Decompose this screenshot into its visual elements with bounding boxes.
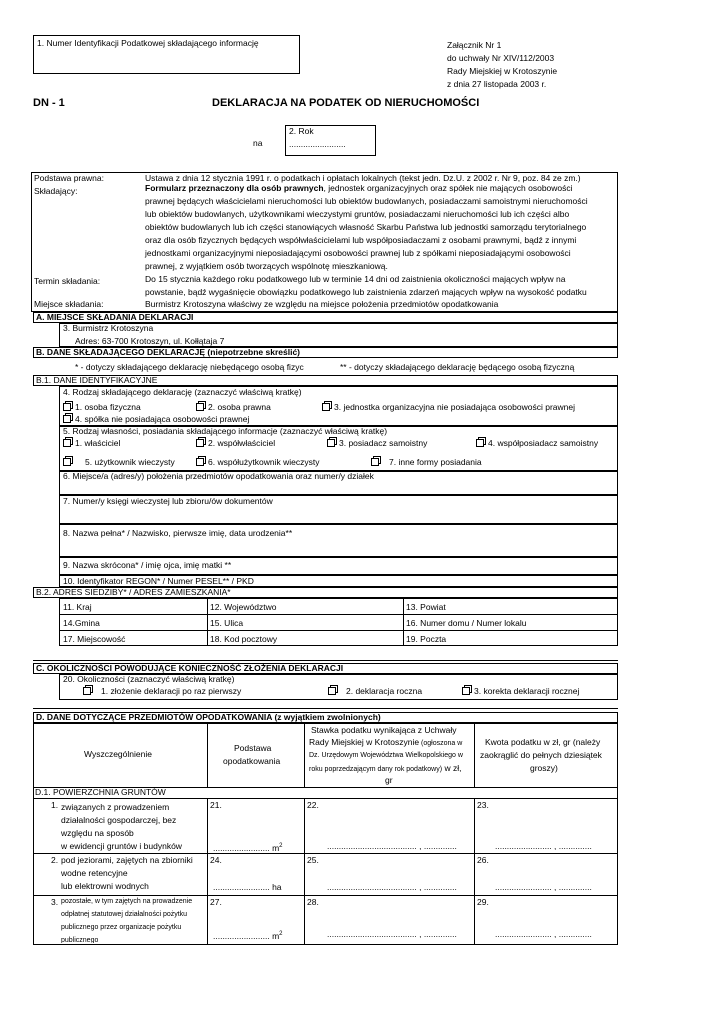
deadline-text-2: powstanie, bądź wygaśnięcie obowiązku podatkowego lub zaistnienia zdarzeń mających wpływ na wysokość podatku	[145, 287, 587, 297]
f5-opt-1-label: 1. właściciel	[75, 438, 121, 448]
checkbox-icon[interactable]	[196, 403, 204, 411]
f5-opt-6[interactable]	[196, 457, 319, 468]
section-b-title: B. DANE SKŁADAJĄCEGO DEKLARACJĘ (niepotrzebne skreślić)	[33, 347, 618, 358]
row2-amount-num: 26.	[477, 855, 489, 865]
field-9-label: 9. Nazwa skrócona* / imię ojca, imię matki **	[63, 560, 232, 570]
addr-county[interactable]: 13. Powiat	[406, 602, 446, 612]
f4-opt-1-label: 1. osoba fizyczna	[75, 402, 141, 412]
f5-opt-7-label: 7. inne formy posiadania	[389, 457, 482, 467]
f5-opt-2[interactable]	[196, 438, 275, 449]
row2-base-dots: ........................	[213, 882, 270, 892]
col-amount-3: groszy)	[530, 763, 558, 773]
checkbox-icon[interactable]	[327, 439, 335, 447]
row2-unit: ha	[272, 882, 282, 892]
row3-desc-2: odpłatnej statutowej działalności pożytku	[61, 911, 188, 918]
deadline-label: Termin składania:	[34, 276, 101, 286]
checkbox-icon[interactable]	[83, 687, 91, 695]
page-title: DEKLARACJA NA PODATEK OD NIERUCHOMOŚCI	[212, 97, 480, 109]
checkbox-icon[interactable]	[196, 458, 204, 466]
b1-title: B.1. DANE IDENTYFIKACYJNE	[33, 375, 618, 386]
field-8-label: 8. Nazwa pełna* / Nazwisko, pierwsze imię, data urodzenia**	[63, 528, 293, 538]
row1-amount-value[interactable]: ........................ , ..............	[495, 841, 592, 851]
deadline-text-1: Do 15 stycznia każdego roku podatkowego lub w terminie 14 dni od zaistnienia okoliczności mających wpływ na	[145, 274, 566, 284]
attachment-line-3: Rady Miejskiej w Krotoszynie	[447, 66, 558, 76]
checkbox-icon[interactable]	[63, 439, 71, 447]
row1-desc-2: działalności gospodarczej, bez	[61, 815, 177, 825]
col-rate-small-1: (ogłoszona w	[419, 740, 463, 747]
filer-text-2: prawnej będących właścicielami nieruchomości lub obiektów budowlanych, posiadaczami samoistnymi nieruchomości	[145, 196, 588, 206]
row3-base-dots: ........................	[213, 930, 270, 941]
filer-text-4: obiektów budowlanych lub ich części stanowiących własność Skarbu Państwa lub jednostki samorządu terytorialnego	[145, 222, 587, 232]
row1-desc-4: w ewidencji gruntów i budynków	[61, 841, 182, 851]
addr-commune[interactable]: 14.Gmina	[63, 618, 100, 628]
checkbox-icon[interactable]	[476, 439, 484, 447]
f4-opt-3[interactable]	[322, 402, 575, 413]
row1-rate-value[interactable]: ...................................... , ..............	[327, 841, 457, 851]
row3-num: 3.	[51, 897, 59, 907]
row1-num: 1.	[51, 800, 59, 810]
row1-desc-1: związanych z prowadzeniem	[61, 802, 170, 812]
f5-opt-5[interactable]	[63, 457, 175, 468]
f4-opt-1[interactable]	[63, 402, 141, 413]
row3-rate-num: 28.	[307, 897, 319, 907]
field-20-label: 20. Okoliczności (zaznaczyć właściwą kratkę)	[63, 674, 235, 684]
section-a-title: A. MIEJSCE SKŁADANIA DEKLARACJI	[33, 312, 618, 323]
f20-opt-2-label: 2. deklaracja roczna	[346, 686, 423, 696]
row1-base-num: 21.	[210, 800, 222, 810]
f5-opt-4-label: 4. współposiadacz samoistny	[488, 438, 599, 448]
section-c-title: C. OKOLICZNOŚCI POWODUJĄCE KONIECZNOŚĆ ZŁOŻENIA DEKLARACJI	[33, 663, 618, 674]
f5-opt-5-label: 5. użytkownik wieczysty	[85, 457, 175, 467]
note-legal: * - dotyczy składającego deklarację niebędącego osobą fizyc	[75, 362, 304, 372]
form-code: DN - 1	[33, 97, 65, 109]
row1-amount-num: 23.	[477, 800, 489, 810]
f5-opt-7[interactable]	[371, 457, 482, 468]
legal-basis-label: Podstawa prawna:	[34, 173, 104, 183]
addr-voivodeship[interactable]: 12. Województwo	[210, 602, 277, 612]
col-rate-small-3: roku poprzedzającym dany rok podatkowy)	[309, 766, 443, 773]
field-7-label: 7. Numer/y księgi wieczystej lub zbioru/ów dokumentów	[63, 496, 273, 506]
addr-country[interactable]: 11. Kraj	[63, 602, 92, 612]
row3-base-value[interactable]	[213, 929, 283, 942]
row3-desc-4: publicznego	[61, 937, 99, 943]
filer-text-5: oraz dla osób fizycznych będących współwłaścicielami lub współposiadaczami z osobami prawnymi, bądź z innymi	[145, 235, 577, 245]
f5-opt-1[interactable]	[63, 438, 120, 449]
f5-opt-2-label: 2. współwłaściciel	[208, 438, 276, 448]
checkbox-icon[interactable]	[63, 403, 71, 411]
legal-basis-text: Ustawa z dnia 12 stycznia 1991 r. o podatkach i opłatach lokalnych (tekst jedn. Dz.U. z 2002 r. Nr 9, poz. 84 ze zm.)	[145, 173, 581, 183]
address-grid	[59, 598, 618, 646]
col-amount-2: zaokrąglić do pełnych dziesiątek	[480, 750, 602, 760]
year-dots: ........................	[289, 139, 346, 149]
nip-label: 1. Numer Identyfikacji Podatkowej składającego informację	[37, 38, 259, 48]
attachment-line-1: Załącznik Nr 1	[447, 40, 502, 50]
col-rate-tail: w zł,	[442, 763, 462, 773]
checkbox-icon[interactable]	[462, 687, 470, 695]
attachment-line-4: z dnia 27 listopada 2003 r.	[447, 79, 547, 89]
f5-opt-3[interactable]	[327, 438, 427, 449]
row1-base-dots: ........................	[213, 842, 270, 853]
addr-city[interactable]: 17. Miejscowość	[63, 634, 126, 644]
na-label: na	[253, 138, 263, 148]
row3-amount-value[interactable]: ........................ , ..............	[495, 929, 592, 939]
field-6-label: 6. Miejsce/a (adres/y) położenia przedmiotów opodatkowania oraz numer/y działek	[63, 471, 374, 481]
f20-opt-3[interactable]	[462, 686, 579, 697]
row2-rate-value[interactable]: ...................................... , ..............	[327, 882, 457, 892]
place-label: Miejsce składania:	[34, 299, 104, 309]
b2-title: B.2. ADRES SIEDZIBY* / ADRES ZAMIESZKANIA*	[33, 587, 618, 598]
checkbox-icon[interactable]	[328, 687, 336, 695]
f4-opt-2-label: 2. osoba prawna	[208, 402, 271, 412]
f5-opt-4[interactable]	[476, 438, 598, 449]
f5-opt-3-label: 3. posiadacz samoistny	[339, 438, 428, 448]
col-rate-1: Stawka podatku wynikająca z Uchwały	[311, 725, 457, 735]
filer-text-7: prawnej, z wyjątkiem osób tworzących wspólnotę mieszkaniową.	[145, 261, 388, 271]
attachment-line-2: do uchwały Nr XIV/112/2003	[447, 53, 555, 63]
row3-rate-value[interactable]: ...................................... , ..............	[327, 929, 457, 939]
office-address: Adres: 63-700 Krotoszyn, ul. Kołłątaja 7	[75, 336, 225, 346]
filer-rest: , jednostek organizacyjnych oraz spółek nie mających osobowości	[323, 183, 573, 193]
col-rate-2-big: Rady Miejskiej w Krotoszynie	[309, 737, 420, 747]
office-name: 3. Burmistrz Krotoszyna	[63, 323, 154, 333]
f5-opt-6-label: 6. współużytkownik wieczysty	[208, 457, 320, 467]
col-base-2: opodatkowania	[223, 756, 281, 766]
note-natural: ** - dotyczy składającego deklarację będącego osobą fizyczną	[340, 362, 575, 372]
row3-unit: m	[272, 930, 280, 941]
col-base-1: Podstawa	[234, 743, 272, 753]
row1-base-value[interactable]	[213, 841, 283, 854]
addr-street[interactable]: 15. Ulica	[210, 618, 244, 628]
col-rate-gr: gr	[385, 775, 393, 785]
row3-desc-3: publicznego przez organizacje pożytku	[61, 924, 182, 931]
row1-rate-num: 22.	[307, 800, 319, 810]
checkbox-icon[interactable]	[371, 458, 379, 466]
filer-text-3: lub obiektów budowlanych, użytkownikami wieczystymi gruntów, posiadaczami nieruchomości lub ich części albo	[145, 209, 570, 219]
row2-desc-1: pod jeziorami, zajętych na zbiorniki	[61, 855, 193, 865]
col-description: Wyszczególnienie	[84, 749, 152, 759]
row3-base-num: 27.	[210, 897, 222, 907]
filer-text-6: jednostkami organizacyjnymi nieposiadającymi osobowości prawnej lub z spółkami nieposiadającymi osobowości	[145, 248, 571, 258]
checkbox-icon[interactable]	[63, 458, 71, 466]
place-text: Burmistrz Krotoszyna właściwy ze względu na miejsce położenia przedmiotów opodatkowania	[145, 299, 499, 309]
row1-unit-sup: 2	[279, 843, 283, 849]
d1-title: D.1. POWIERZCHNIA GRUNTÓW	[35, 787, 166, 797]
addr-post-office[interactable]: 19. Poczta	[406, 634, 447, 644]
year-label: 2. Rok	[289, 126, 314, 136]
f20-opt-2[interactable]	[328, 686, 422, 697]
addr-house-number[interactable]: 16. Numer domu / Numer lokalu	[406, 618, 527, 628]
row2-desc-3: lub elektrowni wodnych	[61, 881, 149, 891]
f4-opt-4-label: 4. spółka nie posiadająca osobowości prawnej	[75, 414, 250, 424]
filer-text-1	[145, 183, 573, 194]
section-d-title: D. DANE DOTYCZĄCE PRZEDMIOTÓW OPODATKOWANIA (z wyjątkiem zwolnionych)	[33, 712, 618, 723]
row2-amount-value[interactable]: ........................ , ..............	[495, 882, 592, 892]
checkbox-icon[interactable]	[63, 415, 71, 423]
col-amount-1: Kwota podatku w zł, gr (należy	[485, 737, 601, 747]
filer-bold: Formularz przeznaczony dla osób prawnych	[145, 183, 324, 193]
f20-opt-1-label: 1. złożenie deklaracji po raz pierwszy	[101, 686, 242, 696]
field-10-label: 10. Identyfikator REGON* / Numer PESEL** / PKD	[63, 576, 254, 586]
checkbox-icon[interactable]	[196, 439, 204, 447]
filer-label: Składający:	[34, 186, 78, 196]
field-4-label: 4. Rodzaj składającego deklarację (zaznaczyć właściwą kratkę)	[63, 387, 302, 397]
f4-opt-4[interactable]	[63, 414, 249, 425]
f20-opt-3-label: 3. korekta deklaracji rocznej	[474, 686, 580, 696]
checkbox-icon[interactable]	[322, 403, 330, 411]
row3-desc-1: pozostałe, w tym zajętych na prowadzenie	[61, 898, 193, 905]
row1-desc-3: względu na sposób	[61, 828, 134, 838]
f4-opt-3-label: 3. jednostka organizacyjna nie posiadająca osobowości prawnej	[334, 402, 575, 412]
addr-postal-code[interactable]: 18. Kod pocztowy	[210, 634, 278, 644]
row2-rate-num: 25.	[307, 855, 319, 865]
row3-unit-sup: 2	[279, 931, 283, 937]
col-rate-2	[309, 737, 462, 749]
row2-num: 2.	[51, 855, 59, 865]
row2-desc-2: wodne retencyjne	[61, 868, 128, 878]
row2-base-num: 24.	[210, 855, 222, 865]
row1-unit: m	[272, 842, 280, 853]
col-rate-3	[309, 763, 461, 775]
col-rate-small-2: Dz. Urzędowym Województwa Wielkopolskiego w	[309, 752, 463, 759]
field-5-label: 5. Rodzaj własności, posiadania składającego informacje (zaznaczyć właściwą kratkę)	[63, 426, 388, 436]
row2-base-value[interactable]	[213, 882, 282, 893]
row3-amount-num: 29.	[477, 897, 489, 907]
f20-opt-1[interactable]	[83, 686, 241, 697]
f4-opt-2[interactable]	[196, 402, 271, 413]
